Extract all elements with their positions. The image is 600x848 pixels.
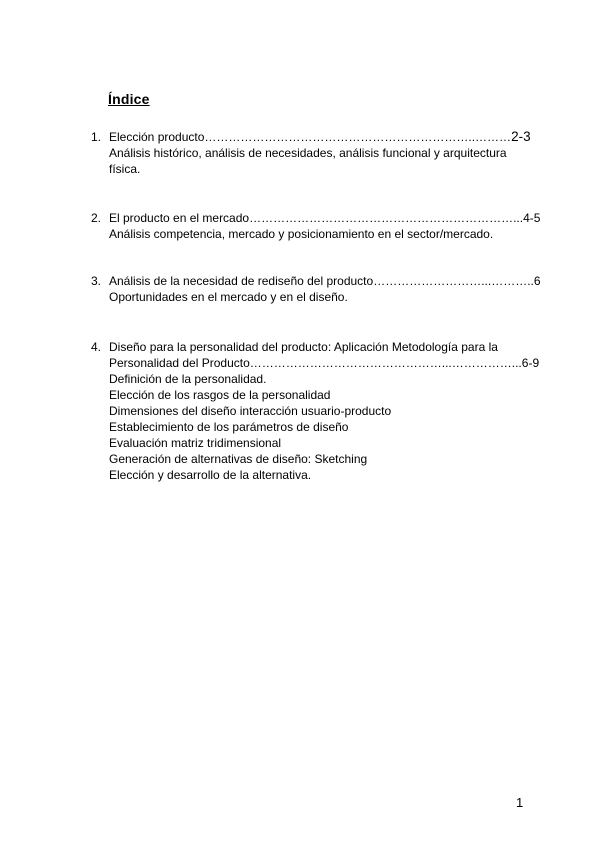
entry-heading-continuation: Personalidad del Producto — [109, 356, 250, 370]
dot-leader: ………………………...……….. — [373, 274, 534, 288]
entry-description: Oportunidades en el mercado y en el diseño. — [109, 290, 348, 304]
index-title: Índice — [108, 91, 150, 107]
entry-description: Análisis histórico, análisis de necesidades, análisis funcional y arquitectura física. — [109, 146, 507, 176]
entry-page-range: 6-9 — [521, 356, 540, 370]
entry-page-range: 4-5 — [523, 211, 541, 225]
entry-heading: Elección producto — [109, 130, 205, 144]
page-number: 1 — [516, 795, 524, 810]
subtopic-line: Dimensiones del diseño interacción usuario-producto — [109, 404, 392, 418]
subtopic-line: Definición de la personalidad. — [109, 372, 267, 386]
entry-page-range: 6 — [533, 274, 541, 288]
entry-number: 3. — [91, 274, 102, 288]
entry-number: 1. — [91, 130, 102, 144]
entry-number: 4. — [91, 340, 102, 354]
subtopic-line: Generación de alternativas de diseño: Sketching — [109, 452, 368, 466]
toc-entry-3 — [91, 273, 541, 305]
dot-leader: …………………………………………...……………... — [249, 356, 522, 370]
toc-entry-2 — [91, 210, 541, 242]
entry-number: 2. — [91, 211, 102, 225]
toc-entry-1 — [91, 129, 531, 177]
entry-heading: Análisis de la necesidad de rediseño del producto — [109, 274, 374, 288]
subtopic-line: Elección de los rasgos de la personalidad — [109, 388, 331, 402]
subtopic-line: Evaluación matriz tridimensional — [109, 436, 282, 450]
subtopic-line: Establecimiento de los parámetros de diseño — [109, 420, 349, 434]
subtopic-line: Elección y desarrollo de la alternativa. — [109, 468, 312, 482]
entry-description: Análisis competencia, mercado y posicionamiento en el sector/mercado. — [109, 227, 494, 241]
dot-leader: …………………………………………………………... — [249, 211, 524, 225]
entry-heading: Diseño para la personalidad del producto: Aplicación Metodología para la — [109, 340, 498, 354]
toc-entry-4 — [91, 339, 540, 483]
entry-heading: El producto en el mercado — [109, 211, 250, 225]
entry-page-range: 2-3 — [511, 129, 531, 144]
dot-leader: …………………………………………………………..……… — [204, 130, 512, 144]
